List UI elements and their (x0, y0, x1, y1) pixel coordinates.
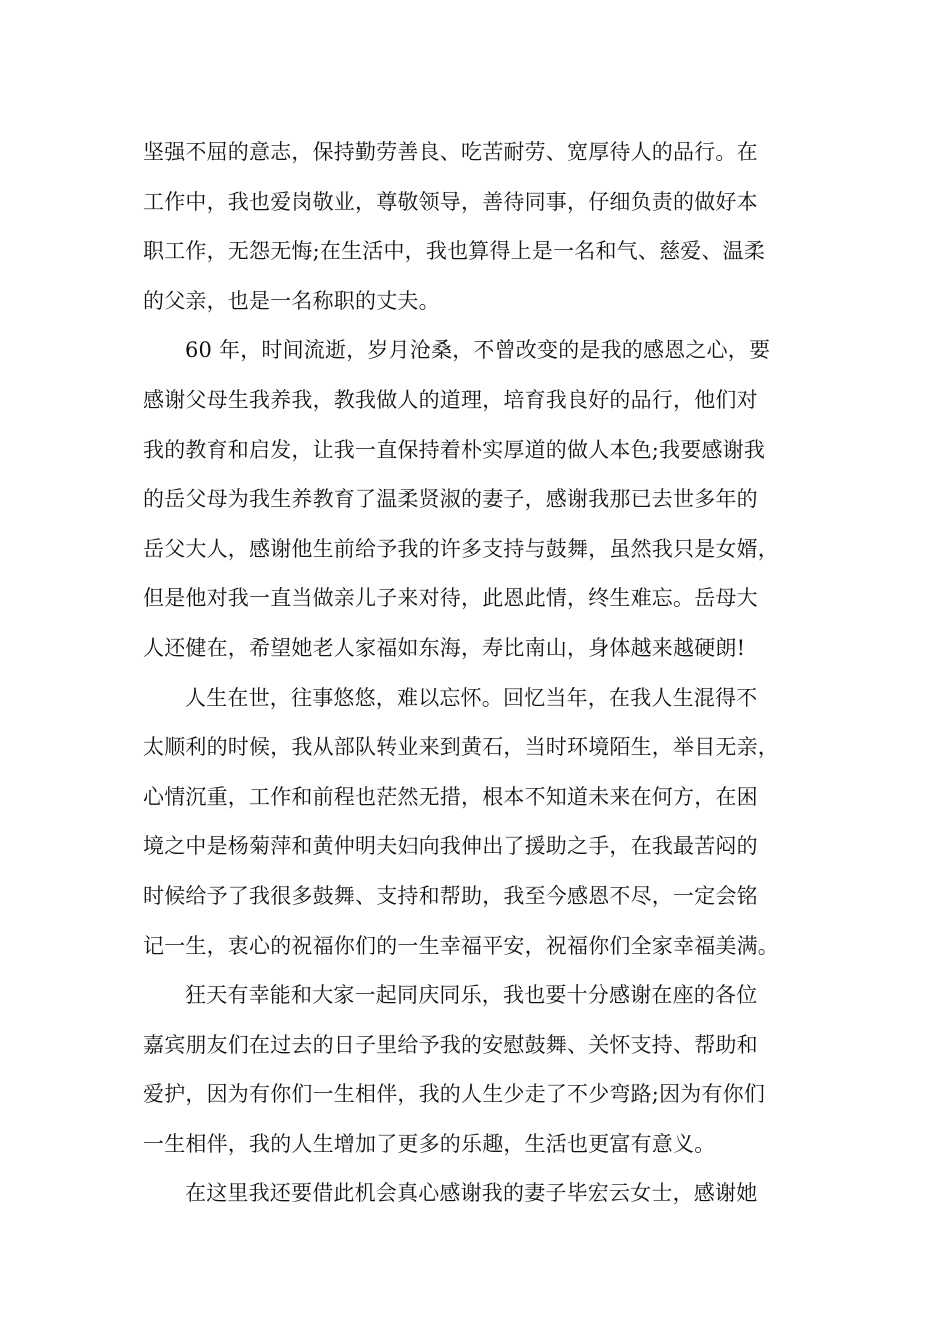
document-body (143, 128, 823, 1219)
paragraph (143, 326, 823, 673)
text-line: 一生相伴，我的人生增加了更多的乐趣，生活也更富有意义。 (143, 1131, 716, 1156)
paragraph (143, 674, 823, 972)
text-line: 的岳父母为我生养教育了温柔贤淑的妻子，感谢我那已去世多年的 (143, 487, 758, 512)
text-line: 境之中是杨菊萍和黄仲明夫妇向我伸出了援助之手，在我最苦闷的 (143, 834, 758, 859)
paragraph (143, 1169, 823, 1219)
text-line: 工作中，我也爱岗敬业，尊敬领导，善待同事，仔细负责的做好本 (143, 189, 758, 214)
text-line: 太顺利的时候，我从部队转业来到黄石，当时环境陌生，举目无亲， (143, 735, 779, 760)
text-line: 记一生，衷心的祝福你们的一生幸福平安，祝福你们全家幸福美满。 (143, 933, 779, 958)
paragraph (143, 128, 823, 326)
text-line: 岳父大人，感谢他生前给予我的许多支持与鼓舞，虽然我只是女婿， (143, 536, 779, 561)
text-line: 人还健在，希望她老人家福如东海，寿比南山，身体越来越硬朗! (143, 635, 746, 660)
text-line: 时候给予了我很多鼓舞、支持和帮助，我至今感恩不尽，一定会铭 (143, 883, 758, 908)
text-line: 狂天有幸能和大家一起同庆同乐，我也要十分感谢在座的各位 (185, 983, 758, 1008)
paragraph (143, 971, 823, 1169)
text-line: 人生在世，往事悠悠，难以忘怀。回忆当年，在我人生混得不 (185, 685, 758, 710)
text-line: 的父亲，也是一名称职的丈夫。 (143, 288, 440, 313)
text-line: 感谢父母生我养我，教我做人的道理，培育我良好的品行，他们对 (143, 387, 758, 412)
text-line: 在这里我还要借此机会真心感谢我的妻子毕宏云女士，感谢她 (185, 1181, 758, 1206)
text-line: 坚强不屈的意志，保持勤劳善良、吃苦耐劳、宽厚待人的品行。在 (143, 140, 758, 164)
text-line: 职工作，无怨无悔;在生活中，我也算得上是一名和气、慈爱、温柔 (143, 239, 766, 264)
text-line: 心情沉重，工作和前程也茫然无措，根本不知道未来在何方，在困 (143, 784, 758, 809)
text-line: 我的教育和启发，让我一直保持着朴实厚道的做人本色;我要感谢我 (143, 437, 766, 462)
text-line: 嘉宾朋友们在过去的日子里给予我的安慰鼓舞、关怀支持、帮助和 (143, 1032, 758, 1057)
text-line: 爱护，因为有你们一生相伴，我的人生少走了不少弯路;因为有你们 (143, 1082, 766, 1107)
text-line: 60 年，时间流逝，岁月沧桑，不曾改变的是我的感恩之心，要 (185, 338, 771, 363)
text-line: 但是他对我一直当做亲儿子来对待，此恩此情，终生难忘。岳母大 (143, 586, 758, 611)
